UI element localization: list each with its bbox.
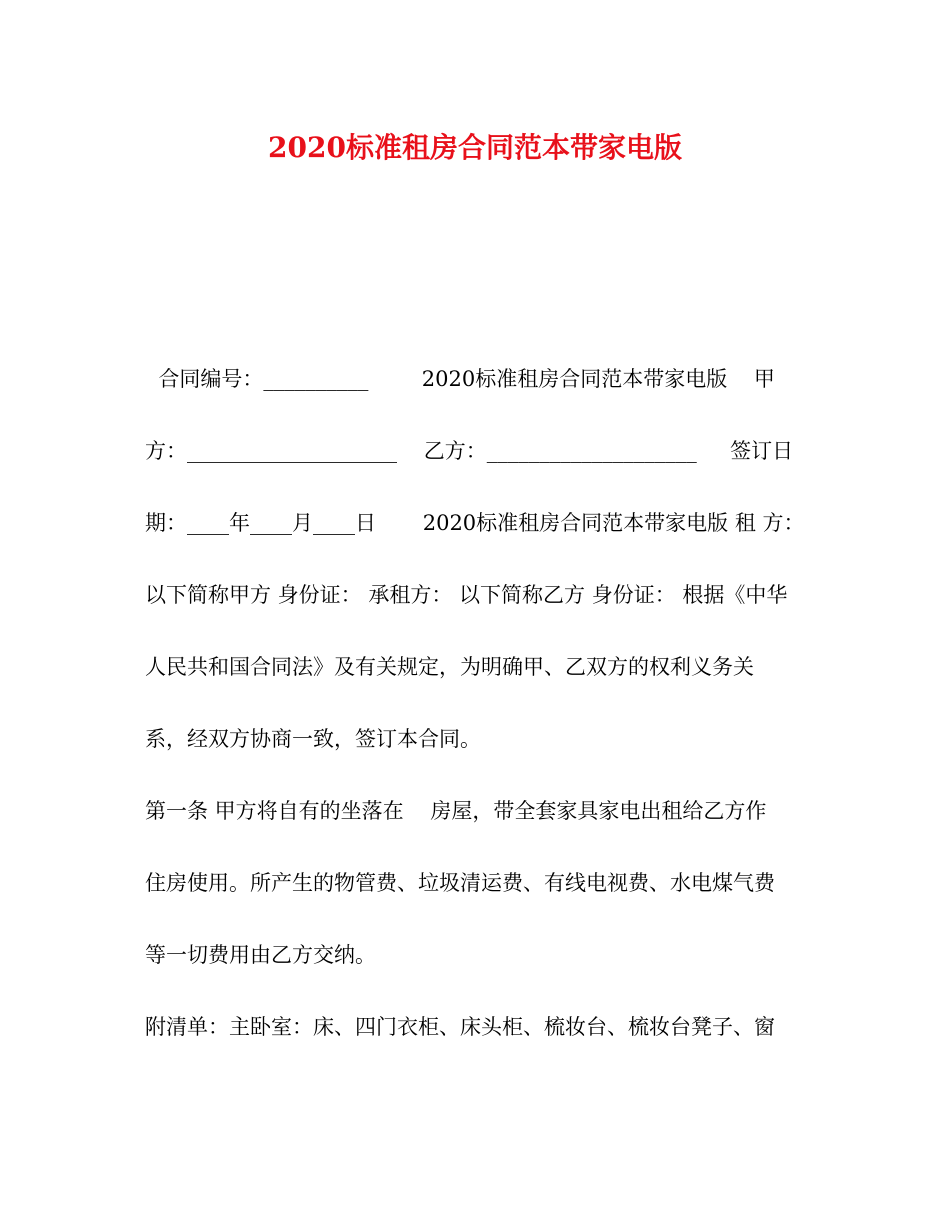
body-line: 方：____________________ 乙方：____________________ 签订日 (145, 439, 794, 463)
body-line: 系，经双方协商一致，签订本合同。 (145, 727, 481, 751)
document-title: 2020标准租房合同范本带家电版 (268, 131, 682, 164)
body-line: 以下简称甲方 身份证： 承租方： 以下简称乙方 身份证： 根据《中华 (145, 583, 788, 607)
body-line: 人民共和国合同法》及有关规定，为明确甲、乙双方的权利义务关 (145, 655, 754, 679)
body-line: 附清单：主卧室：床、四门衣柜、床头柜、梳妆台、梳妆台凳子、窗 (145, 1015, 775, 1039)
body-line: 住房使用。所产生的物管费、垃圾清运费、有线电视费、水电煤气费 (145, 871, 775, 895)
body-line: 合同编号：__________ 2020标准租房合同范本带家电版 甲 (145, 367, 775, 391)
body-line: 第一条 甲方将自有的坐落在 房屋，带全套家具家电出租给乙方作 (145, 799, 767, 823)
body-line: 等一切费用由乙方交纳。 (145, 943, 376, 967)
body-line: 期：____年____月____日 2020标准租房合同范本带家电版 租 方： (145, 511, 805, 535)
